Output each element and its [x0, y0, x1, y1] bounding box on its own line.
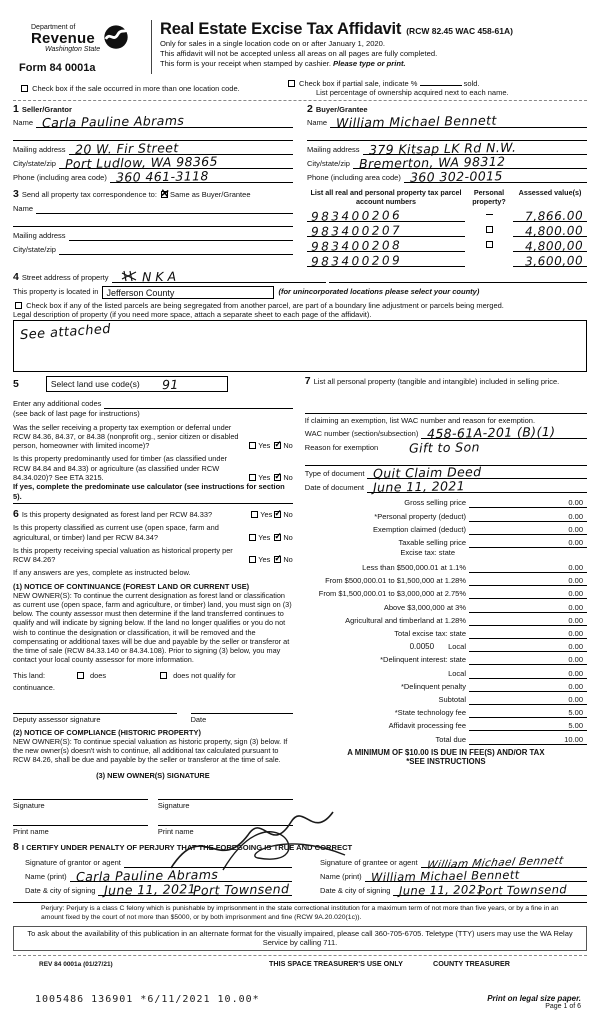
- fee-amount-input[interactable]: 0.00: [469, 589, 587, 599]
- new-owner-signature-input-2[interactable]: [158, 790, 293, 800]
- parcel-row: [307, 237, 587, 252]
- fee-amount-input[interactable]: 0.00: [469, 576, 587, 586]
- buyer-name-line2[interactable]: [307, 128, 587, 141]
- land-qualify-row: This land: does does not qualify for continuance.: [13, 671, 236, 693]
- grantor-printname-value: Carla Pauline Abrams: [75, 866, 219, 885]
- grantee-printname-input[interactable]: [365, 867, 587, 885]
- left-column: 5 Select land use code(s) 91 Enter any additional codes (see back of last page for instructions) Was the seller receiving a property tax exemption or deferral under RCW 84.36, 84.37, or 84.38 (nonprofit org., senior citizen or disabled person, homeowner with limited income)? Yes ✓ No Is this property predominantly used for timber (as classified under RCW 84.84 and 84.33) or agriculture (as classified under RCW 84.34.020)? See ETA 3215. Yes ✓ No If yes, complete the predominate use calculator (see instructions for section 5). 6 Is this property designated as forest land per RCW 84.33? Yes ✓ No Is this property classified as current use (open space, farm and agricultural, or timber) land per RCW 84.34? Yes ✓ No Is this property receiving special valuation as historical property per RCW 84.26? Yes ✓ No If any answers are yes, complete as instructed below. (1) NOTICE OF CONTINUANCE (FOREST LAND OR CURRENT USE) NEW OWNER(S): To continue the current designation as forest land or classification as current use (open space, farm and agriculture, or timber) land, you must sign on (3) below. The county assessor must then determine if the land transferred continues to qualify and will indicate by signing below. If the land no longer qualifies or you do not wish to continue the designation or classification, it will be removed and the compensating or additional taxes will be due and payable by the seller or transferor at the time of sale (RCW 84.33.140 or 84.34.108). Prior to signing (3) below, you may contact your local county assessor for more information. This land: does does not qualify for continuance. Deputy assessor signature Date (2) NOTICE OF COMPLIANCE (HISTORIC PROPERTY) NEW OWNER(S): To continue special valuation as historic property, sign (3) below. If the new owner(s) doesn't wish to continue, all additional tax calculated pursuant to RCW 84.26, shall be due and payable by the seller or transferor at the time of sale. (3) NEW OWNER(S) SIGNATURE Signature Signature Print name Print name: [13, 376, 293, 835]
- segregated-label: Check box if any of the listed parcels are being segregated from another parcel, are part of a boundary line adjustment or parcels being merged.: [26, 300, 504, 310]
- seller-section-label: Seller/Grantor: [21, 104, 72, 114]
- timber-agriculture-question: Is this property predominantly used for timber (as classified under RCW 84.84 and 84.33) or agriculture (as classified under RCW 84.34.020)? See ETA 3215. Yes ✓ No: [13, 454, 293, 482]
- washington-state-label: Washington State: [45, 46, 101, 53]
- fee-row: Subtotal 0.00: [305, 692, 587, 705]
- historical-no-checkbox[interactable]: [274, 556, 281, 563]
- fee-amount-input[interactable]: 0.00: [469, 682, 587, 692]
- buyer-section-label: Buyer/Grantee: [315, 104, 368, 114]
- cashier-stamp: 1005486 136901 *6/11/2021 10.00*: [35, 994, 260, 1006]
- additional-codes-input[interactable]: [104, 398, 292, 409]
- historical-property-question: Is this property receiving special valuation as historical property per RCW 84.26? Yes ✓ No: [13, 546, 293, 565]
- grantee-printname-value: William Michael Bennett: [370, 867, 520, 885]
- fee-amount-input[interactable]: 5.00: [469, 721, 587, 731]
- predominate-use-note: If yes, complete the predominate use calculator (see instructions for section 5).: [13, 482, 293, 504]
- grantee-signature-input[interactable]: [421, 854, 587, 872]
- partial-sale-checkbox[interactable]: [288, 80, 295, 87]
- grantor-datecity-input[interactable]: [98, 881, 292, 898]
- exemption-no-checkbox[interactable]: [274, 442, 281, 449]
- current-use-no-checkbox[interactable]: [274, 534, 281, 541]
- current-use-question: Is this property classified as current use (open space, farm and agricultural, or timber) land per RCW 84.34? Yes ✓ No: [13, 523, 293, 542]
- correspondence-label: Send all property tax correspondence to:: [21, 190, 157, 200]
- parcel-number-input[interactable]: 983400209: [307, 266, 465, 267]
- fee-amount-input[interactable]: 0.00: [469, 655, 587, 665]
- buyer-phone-value: 360 302-0015: [409, 168, 503, 186]
- grantor-signature-block: Signature of grantor or agent Name (print) Carla Pauline Abrams Date & city of signing June 11, 2021 Port Townsend: [13, 854, 292, 896]
- assessed-value-input[interactable]: 4,800.00: [513, 236, 587, 237]
- notice-continuance-body: NEW OWNER(S): To continue the current designation as forest land or classification as current use (open space, farm and agriculture, or timber) land, you must sign on (3) below. The county assessor must then determine if the land transferred continues to qualify and will indicate by signing below. If the land no longer qualifies or you do not wish to continue the designation or classification, it will be removed and the compensating or additional taxes will be due and payable by the seller or transferor at the time of sale (RCW 84.33.140 or 84.34.108). Prior to signing (3) below, you may contact your local county assessor for more information.: [13, 590, 292, 665]
- parcel-number-input[interactable]: 983400207: [307, 236, 465, 237]
- certify-statement: I CERTIFY UNDER PENALTY OF PERJURY THAT THE FOREGOING IS TRUE AND CORRECT: [21, 842, 353, 852]
- segregated-checkbox[interactable]: [15, 302, 22, 309]
- grantor-printname-input[interactable]: [70, 866, 292, 885]
- deputy-date-label: Date: [190, 714, 207, 724]
- document-type-input[interactable]: [367, 464, 587, 482]
- seller-grantor-section: 1 Seller/Grantor Name Carla Pauline Abrams Mailing address 20 W. Fir Street City/state/zip Port Ludlow, WA 98365 Phone (including area code) 360 461-3118: [13, 104, 293, 184]
- perjury-notice: Perjury: Perjury is a class C felony which is punishable by imprisonment in the state correctional institution for a maximum term of not more than five years, or by a fine in an amount fixed by the court of not more than $5000, or by both imprisonment and fine (RCW 9A.20.020(1c)).: [13, 902, 587, 923]
- personal-property-dash: [486, 214, 493, 215]
- fee-row: *Delinquent interest: state 0.00: [305, 652, 587, 665]
- document-date-value: June 11, 2021: [372, 478, 466, 495]
- partial-sale-percent-input[interactable]: [420, 77, 462, 86]
- right-column: 7 List all personal property (tangible and intangible) included in selling price. If claiming an exemption, list WAC number and reason for exemption. WAC number (section/subsection) 458-61A-201 (B)(1) Reason for exemption Gift to Son Type of document Quit Claim Deed Date of document June 11, 2021 Gross selling price 0.00 *Personal property (deduct) 0.00 Exemption claimed (deduct) 0.00 Taxable selling price 0.00 Excise tax: state Less than $500,000.01 at 1.1% 0.00 From $500,000.01 to $1,500,000 at 1.28% 0.00 From $1,500,000.01 to $3,000,000 at 2.75% 0.00 Above $3,000,000 at 3% 0.00 Agricultural and timberland at 1.28% 0.00 Total excise tax: state 0.00 0.0050 Local 0.00 *Delinquent interest: state 0.00 Local 0.00 *Delinquent penalty 0.00 Subtotal 0.00 *State technology fee 5.00 Affidavit processing fee 5.00 Total due 10.00 A MINIMUM OF $10.00 IS DUE IN FEE(S) AND/OR TAX *SEE INSTRUCTIONS: [305, 376, 587, 835]
- personal-property-checkbox[interactable]: [486, 226, 493, 233]
- new-owner-printname-input-1[interactable]: [13, 816, 148, 826]
- fee-row: *Personal property (deduct) 0.00: [305, 508, 587, 521]
- grantee-city-value: Port Townsend: [478, 882, 568, 898]
- treasurer-space-label: THIS SPACE TREASURER'S USE ONLY: [269, 959, 403, 969]
- seller-name-line2[interactable]: [13, 128, 293, 141]
- partial-sale-sold-label: sold.: [463, 79, 480, 88]
- ownership-percent-note: List percentage of ownership acquired next to each name.: [315, 88, 509, 98]
- buyer-name-value: William Michael Bennett: [335, 112, 497, 131]
- fee-amount-input[interactable]: 0.00: [469, 669, 587, 679]
- parcel-number-input[interactable]: 983400208: [307, 251, 465, 252]
- accessibility-notice: To ask about the availability of this publication in an alternate format for the visually impaired, please call 360-705-6705. Teletype (TTY) users may use the WA Relay Service by calling 711.: [13, 926, 587, 952]
- fee-row: Total excise tax: state 0.00: [305, 626, 587, 639]
- multi-location-label: Check box if the sale occurred in more than one location code.: [32, 84, 240, 93]
- additional-codes-label: Enter any additional codes: [13, 399, 102, 409]
- notice-compliance-title: (2) NOTICE OF COMPLIANCE (HISTORIC PROPERTY): [13, 727, 201, 737]
- county-select[interactable]: [102, 286, 274, 299]
- parcel-row: [307, 207, 587, 222]
- land-use-code-select[interactable]: [46, 376, 228, 392]
- fee-amount-input[interactable]: 0.00: [469, 695, 587, 705]
- assessed-value-input[interactable]: 7,866.00: [513, 221, 587, 222]
- header-note-1: Only for sales in a single location code on or after January 1, 2020.: [160, 39, 385, 48]
- exemption-note: If claiming an exemption, list WAC number and reason for exemption.: [304, 415, 536, 425]
- correspondence-mailing-input[interactable]: [69, 230, 293, 241]
- if-any-yes-note: If any answers are yes, complete as instructed below.: [13, 568, 191, 578]
- buyer-mailing-value: 379 Kitsap LK Rd N.W.: [368, 139, 516, 158]
- personal-property-section: 7 List all personal property (tangible and intangible) included in selling price.: [304, 375, 560, 388]
- new-owner-signature-title: (3) NEW OWNER(S) SIGNATURE: [96, 770, 210, 780]
- multi-location-checkbox[interactable]: [21, 85, 28, 92]
- grantor-date-value: June 11, 2021: [104, 881, 197, 898]
- dor-logo-icon: [102, 24, 130, 57]
- exemption-reason-input[interactable]: [381, 439, 587, 456]
- fee-amount-input[interactable]: 0.00: [469, 642, 587, 652]
- fee-amount-input[interactable]: 0.00: [469, 525, 587, 535]
- parcel-row: [307, 252, 587, 267]
- grantee-signature-value: William Michael Bennett: [425, 854, 565, 872]
- correspondence-name-line2[interactable]: [13, 214, 293, 227]
- fee-amount-input[interactable]: 5.00: [469, 708, 587, 718]
- document-type-value: Quit Claim Deed: [373, 464, 483, 482]
- revenue-label: Revenue: [31, 30, 95, 47]
- county-value: Jefferson County: [106, 287, 175, 298]
- certification-section: 8 I CERTIFY UNDER PENALTY OF PERJURY THAT THE FOREGOING IS TRUE AND CORRECT Signature of grantor or agent Name (print) Carla Pauline Abrams Date & city of signing June 11, 2021 Port Townsend Signature of grantee or agent William Michael Bennett Name (print) William Michael Bennett Date & city of signing June 11, 2021 Port Townsend: [13, 842, 587, 897]
- fee-row: Total due 10.00: [305, 731, 587, 744]
- parcel-col1-header: List all real and personal property tax parcel account numbers: [310, 188, 462, 206]
- form-number: Form 84 0001a: [19, 62, 96, 74]
- exemption-reason-value: Gift to Son: [409, 439, 481, 456]
- exemption-deferral-question: Was the seller receiving a property tax exemption or deferral under RCW 84.36, 84.37, or 84.38 (nonprofit org., senior citizen or disabled person, homeowner with limited income)? Yes ✓ No: [13, 423, 293, 451]
- header-note-2: This affidavit will not be accepted unless all areas on all pages are fully completed.: [160, 48, 438, 58]
- fee-amount-input[interactable]: 0.00: [469, 498, 587, 508]
- fee-amount-input[interactable]: 0.00: [469, 563, 587, 573]
- legal-description-value: See attached: [19, 322, 112, 344]
- fee-amount-input[interactable]: 0.00: [469, 616, 587, 626]
- page-indicator: Page 1 of 6: [545, 1003, 581, 1010]
- assessed-value-input[interactable]: 4,800,00: [513, 251, 587, 252]
- fee-row: Agricultural and timberland at 1.28% 0.00: [305, 613, 587, 626]
- deputy-date-input[interactable]: [191, 704, 293, 714]
- buyer-citystatezip-value: Bremerton, WA 98312: [358, 153, 506, 172]
- seller-name-value: Carla Pauline Abrams: [41, 113, 185, 131]
- fee-row: Above $3,000,000 at 3% 0.00: [305, 599, 587, 612]
- fee-row: From $500,000.01 to $1,500,000 at 1.28% 0.00: [305, 573, 587, 586]
- seller-citystatezip-input[interactable]: [59, 153, 293, 172]
- assessed-value-input[interactable]: 3,600,00: [513, 266, 587, 267]
- deputy-signature-input[interactable]: [13, 704, 177, 714]
- grantee-date-value: June 11, 2021: [399, 882, 485, 898]
- fee-row: From $1,500,000.01 to $3,000,000 at 2.75% 0.00: [305, 586, 587, 599]
- historical-yes-checkbox[interactable]: [249, 556, 256, 563]
- timber-no-checkbox[interactable]: [274, 474, 281, 481]
- seller-phone-value: 360 461-3118: [115, 168, 209, 186]
- form-title-rcw: (RCW 82.45 WAC 458-61A): [406, 26, 513, 36]
- forest-land-question: 6 Is this property designated as forest land per RCW 84.33? Yes ✓ No: [13, 509, 293, 520]
- legal-description-input[interactable]: [13, 320, 587, 372]
- fee-amount-input[interactable]: 0.00: [469, 629, 587, 639]
- parcel-number-input[interactable]: 983400206: [307, 221, 465, 222]
- header-divider: [13, 100, 587, 101]
- grantee-datecity-input[interactable]: [393, 882, 587, 898]
- personal-property-label: List all personal property (tangible and intangible) included in selling price.: [313, 377, 560, 387]
- timber-yes-checkbox[interactable]: [249, 474, 256, 481]
- fee-row: Affidavit processing fee 5.00: [305, 718, 587, 731]
- fee-row: Local 0.00: [305, 665, 587, 678]
- personal-property-input[interactable]: [305, 387, 587, 411]
- multi-location-check-row: [19, 77, 286, 98]
- seller-citystatezip-value: Port Ludlow, WA 98365: [64, 153, 218, 172]
- fee-table-tax: [305, 560, 587, 745]
- fee-row: Less than $500,000.01 at 1.1% 0.00: [305, 560, 587, 573]
- additional-codes-note: (see back of last page for instructions): [13, 409, 140, 419]
- deputy-signature-label: Deputy assessor signature: [13, 714, 101, 724]
- seller-phone-input[interactable]: [110, 168, 293, 186]
- document-date-input[interactable]: [367, 478, 587, 495]
- land-use-code-label: Select land use code(s): [50, 379, 140, 390]
- street-address-scratch-mark: [120, 270, 138, 282]
- print-legal-note: Print on legal size paper.: [487, 994, 581, 1004]
- dor-logo-block: [13, 20, 151, 74]
- located-in-note: (for unincorporated locations please select your county): [278, 287, 480, 297]
- deputy-assessor-row: [13, 704, 293, 724]
- buyer-name-input[interactable]: [330, 112, 587, 131]
- parcel-row: [307, 222, 587, 237]
- parcel-table: [307, 188, 587, 269]
- same-as-buyer-checkbox[interactable]: [161, 191, 168, 198]
- new-owner-printname-input-2[interactable]: [158, 816, 293, 826]
- fee-row: Taxable selling price 0.00: [305, 535, 587, 548]
- footer-row: [13, 955, 587, 968]
- street-address-value: NKA: [141, 268, 180, 284]
- divider: [305, 413, 587, 414]
- correspondence-citystatezip-input[interactable]: [59, 244, 293, 255]
- fee-amount-input[interactable]: 0.00: [469, 538, 587, 548]
- excise-tax-state-header: Excise tax: state: [400, 547, 455, 557]
- does-qualify-checkbox[interactable]: [77, 672, 84, 679]
- buyer-grantee-section: 2 Buyer/Grantee Name William Michael Bennett Mailing address 379 Kitsap LK Rd N.W. City/state/zip Bremerton, WA 98312 Phone (including area code) 360 302-0015: [307, 104, 587, 184]
- fee-row: Gross selling price 0.00: [305, 495, 587, 508]
- street-address-line2[interactable]: [329, 272, 587, 283]
- partial-sale-label: Check box if partial sale, indicate %: [299, 79, 418, 88]
- new-owner-signature-row: Signature Signature: [13, 790, 293, 810]
- property-location-section: 4 Street address of property NKA This property is located in Jefferson County (for unincorporated locations please select your county) Check box if any of the listed parcels are being segregated from another parcel, are part of a boundary line adjustment or parcels being merged. Legal description of property (if you need more space, attach a separate sheet to each page of the affidavit). See attached: [13, 272, 587, 373]
- see-instructions-note: *SEE INSTRUCTIONS: [406, 756, 486, 766]
- fee-row: *Delinquent penalty 0.00: [305, 679, 587, 692]
- form-revision: REV 84 0001a (01/27/21): [39, 961, 113, 969]
- current-use-yes-checkbox[interactable]: [249, 534, 256, 541]
- notice-continuance-title: (1) NOTICE OF CONTINUANCE (FOREST LAND OR CURRENT USE): [13, 581, 250, 591]
- tax-correspondence-section: 3 Send all property tax correspondence to: ✕ Same as Buyer/Grantee Name Mailing address City/state/zip: [13, 189, 293, 266]
- form-header: [13, 20, 587, 74]
- new-owner-printname-row: Print name Print name: [13, 816, 293, 836]
- wac-number-value: 458-61A-201 (B)(1): [427, 424, 556, 442]
- street-address-input[interactable]: [112, 268, 327, 284]
- fee-table: [305, 495, 587, 548]
- parcel-col2-header: Personal property?: [472, 188, 506, 206]
- fee-row: Exemption claimed (deduct) 0.00: [305, 522, 587, 535]
- land-use-code-value: 91: [161, 376, 179, 392]
- fee-row: *State technology fee 5.00: [305, 705, 587, 718]
- correspondence-name-input[interactable]: [36, 203, 293, 214]
- fee-amount-input[interactable]: 0.00: [469, 512, 587, 522]
- new-owner-signature-input-1[interactable]: [13, 790, 148, 800]
- minimum-due-note: A MINIMUM OF $10.00 IS DUE IN FEE(S) AND/OR TAX: [347, 747, 545, 757]
- forest-no-checkbox[interactable]: [274, 511, 281, 518]
- personal-property-checkbox[interactable]: [486, 241, 493, 248]
- notice-compliance-body: NEW OWNER(S): To continue special valuation as historic property, sign (3) below. If the new owner(s) doesn't wish to continue, all additional tax calculated pursuant to RCW 84.26, shall be due and payable by the seller or transferor at the time of sale.: [13, 736, 288, 765]
- partial-sale-check-row: [286, 77, 587, 98]
- grantee-signature-block: Signature of grantee or agent William Michael Bennett Name (print) William Michael Bennett Date & city of signing June 11, 2021 Port Townsend: [308, 854, 587, 896]
- buyer-phone-input[interactable]: [404, 168, 587, 186]
- buyer-citystatezip-input[interactable]: [353, 153, 587, 172]
- header-note-3: This form is your receipt when stamped by cashier. Please type or print.: [160, 58, 406, 68]
- county-treasurer-label: COUNTY TREASURER: [433, 959, 510, 969]
- fee-amount-input[interactable]: 0.00: [469, 603, 587, 613]
- located-in-label: This property is located in: [13, 287, 99, 297]
- dept-of-label: Department of: [31, 24, 76, 31]
- legal-description-label: Legal description of property (if you need more space, attach a separate sheet to each page of the affidavit).: [13, 309, 372, 319]
- forest-yes-checkbox[interactable]: [251, 511, 258, 518]
- parcel-col3-header: Assessed value(s): [518, 188, 582, 198]
- fee-row: 0.0050 Local 0.00: [305, 639, 587, 652]
- does-not-qualify-checkbox[interactable]: [160, 672, 167, 679]
- seller-name-input[interactable]: [36, 113, 293, 131]
- grantor-city-value: Port Townsend: [193, 881, 290, 898]
- same-as-buyer-label: Same as Buyer/Grantee: [170, 190, 251, 200]
- fee-amount-input[interactable]: 10.00: [469, 735, 587, 745]
- wac-number-input[interactable]: [421, 424, 587, 442]
- form-title: Real Estate Excise Tax Affidavit: [160, 20, 402, 38]
- exemption-yes-checkbox[interactable]: [249, 442, 256, 449]
- seller-mailing-value: 20 W. Fir Street: [74, 140, 179, 158]
